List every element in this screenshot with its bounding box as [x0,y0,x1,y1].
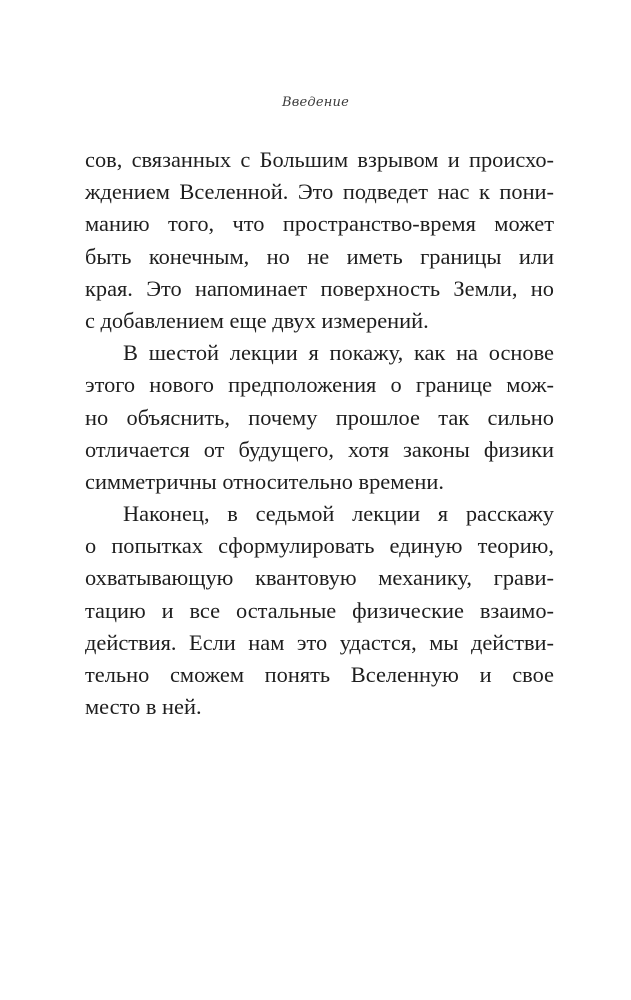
text-line: Наконец, в седьмой лекции я расскажу [123,501,554,527]
text-line: В шестой лекции я покажу, как на основе [123,340,554,366]
text-line: этого нового предположения о границе мож- [85,372,554,398]
text-line: края. Это напоминает поверхность Земли, но [85,275,554,301]
text-line: отличается от будущего, хотя законы физики [85,436,554,462]
text-line: с добавлением еще двух измерений. [85,307,429,333]
text-line: симметричны относительно времени. [85,468,444,494]
paragraph [85,144,554,337]
text-line: быть конечным, но не иметь границы или [85,243,554,269]
text-line: манию того, что пространство-время может [85,211,554,237]
paragraph [85,498,554,723]
text-line: сов, связанных с Большим взрывом и происхо- [85,147,554,172]
text-line: действия. Если нам это удастся, мы действи- [85,629,554,655]
text-line: место в ней. [85,694,202,720]
text-line: охватывающую квантовую механику, грави- [85,565,554,591]
text-line: тельно сможем понять Вселенную и свое [85,662,554,687]
body-text [85,144,554,723]
paragraph [85,337,554,498]
running-head: Введение [282,95,349,110]
text-line: ждением Вселенной. Это подведет нас к пони- [85,179,554,205]
text-line: о попытках сформулировать единую теорию, [85,533,554,559]
text-line: но объяснить, почему прошлое так сильно [85,404,554,430]
text-line: тацию и все остальные физические взаимо- [85,597,554,623]
